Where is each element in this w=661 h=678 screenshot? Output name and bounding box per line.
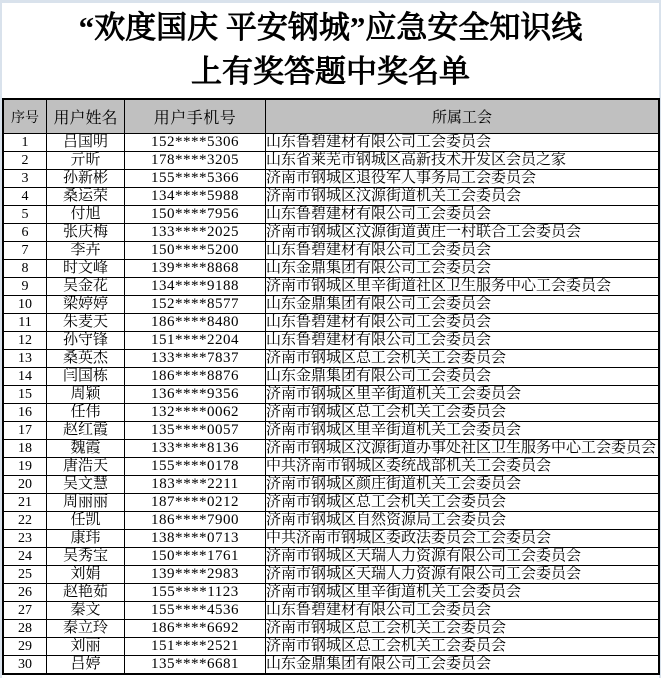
union-cell: 山东鲁碧建材有限公司工会委员会 <box>266 332 660 350</box>
phone-cell: 186****6692 <box>125 620 266 638</box>
union-cell: 济南市钢城区里辛街道社区卫生服务中心工会委员会 <box>266 278 660 296</box>
index-cell: 14 <box>3 368 47 386</box>
table-row <box>3 368 659 386</box>
phone-cell: 155****4536 <box>125 602 266 620</box>
table-row <box>3 530 659 548</box>
table-row <box>3 656 659 675</box>
union-cell: 济南市钢城区汶源街道机关工会委员会 <box>266 188 660 206</box>
name-cell: 刘娟 <box>47 566 125 584</box>
table-row <box>3 404 659 422</box>
name-cell: 张庆梅 <box>47 224 125 242</box>
index-cell: 7 <box>3 242 47 260</box>
union-cell: 中共济南市钢城区委统战部机关工会委员会 <box>266 458 660 476</box>
name-cell: 孙新彬 <box>47 170 125 188</box>
table-row <box>3 350 659 368</box>
table-row <box>3 440 659 458</box>
phone-cell: 186****7900 <box>125 512 266 530</box>
name-cell: 孙守锋 <box>47 332 125 350</box>
phone-cell: 186****8876 <box>125 368 266 386</box>
table-row <box>3 278 659 296</box>
phone-cell: 151****2204 <box>125 332 266 350</box>
index-cell: 23 <box>3 530 47 548</box>
union-cell: 中共济南市钢城区委政法委员会工会委员会 <box>266 530 660 548</box>
index-cell: 13 <box>3 350 47 368</box>
index-cell: 3 <box>3 170 47 188</box>
index-cell: 12 <box>3 332 47 350</box>
phone-cell: 134****5988 <box>125 188 266 206</box>
index-cell: 26 <box>3 584 47 602</box>
name-cell: 吕国明 <box>47 134 125 152</box>
union-cell: 山东鲁碧建材有限公司工会委员会 <box>266 602 660 620</box>
union-cell: 山东鲁碧建材有限公司工会委员会 <box>266 314 660 332</box>
table-row <box>3 260 659 278</box>
page-title-line1: “欢度国庆 平安钢城”应急安全知识线 <box>78 10 583 45</box>
col-header-phone: 用户手机号 <box>125 99 266 134</box>
union-cell: 济南市钢城区里辛街道机关工会委员会 <box>266 422 660 440</box>
union-cell: 山东金鼎集团有限公司工会委员会 <box>266 368 660 386</box>
phone-cell: 150****1761 <box>125 548 266 566</box>
index-cell: 20 <box>3 476 47 494</box>
table-row <box>3 152 659 170</box>
table-row <box>3 476 659 494</box>
index-cell: 6 <box>3 224 47 242</box>
phone-cell: 132****0062 <box>125 404 266 422</box>
phone-cell: 155****0178 <box>125 458 266 476</box>
union-cell: 山东金鼎集团有限公司工会委员会 <box>266 260 660 278</box>
title-block <box>2 3 659 98</box>
table-row <box>3 188 659 206</box>
union-cell: 山东金鼎集团有限公司工会委员会 <box>266 656 660 675</box>
name-cell: 亓昕 <box>47 152 125 170</box>
index-cell: 28 <box>3 620 47 638</box>
index-cell: 4 <box>3 188 47 206</box>
index-cell: 18 <box>3 440 47 458</box>
name-cell: 周颖 <box>47 386 125 404</box>
phone-cell: 139****2983 <box>125 566 266 584</box>
table-row <box>3 206 659 224</box>
phone-cell: 152****8577 <box>125 296 266 314</box>
name-cell: 赵艳茹 <box>47 584 125 602</box>
name-cell: 任伟 <box>47 404 125 422</box>
table-row <box>3 638 659 656</box>
union-cell: 济南市钢城区里辛街道机关工会委员会 <box>266 584 660 602</box>
union-cell: 山东鲁碧建材有限公司工会委员会 <box>266 242 660 260</box>
table-row <box>3 512 659 530</box>
table-row <box>3 548 659 566</box>
phone-cell: 155****5366 <box>125 170 266 188</box>
union-cell: 济南市钢城区总工会机关工会委员会 <box>266 494 660 512</box>
index-cell: 2 <box>3 152 47 170</box>
phone-cell: 150****5200 <box>125 242 266 260</box>
index-cell: 8 <box>3 260 47 278</box>
index-cell: 1 <box>3 134 47 152</box>
name-cell: 闫国栋 <box>47 368 125 386</box>
union-cell: 济南市钢城区总工会机关工会委员会 <box>266 350 660 368</box>
phone-cell: 183****2211 <box>125 476 266 494</box>
union-cell: 山东鲁碧建材有限公司工会委员会 <box>266 134 660 152</box>
index-cell: 16 <box>3 404 47 422</box>
document-content <box>2 3 659 678</box>
table-row <box>3 584 659 602</box>
col-header-name: 用户姓名 <box>47 99 125 134</box>
union-cell: 济南市钢城区退役军人事务局工会委员会 <box>266 170 660 188</box>
phone-cell: 135****0057 <box>125 422 266 440</box>
table-row <box>3 314 659 332</box>
union-cell: 济南市钢城区自然资源局工会委员会 <box>266 512 660 530</box>
table-body <box>3 134 659 675</box>
index-cell: 9 <box>3 278 47 296</box>
phone-cell: 178****3205 <box>125 152 266 170</box>
name-cell: 桑英杰 <box>47 350 125 368</box>
col-header-union: 所属工会 <box>266 99 660 134</box>
phone-cell: 135****6681 <box>125 656 266 675</box>
name-cell: 时文峰 <box>47 260 125 278</box>
table-row <box>3 170 659 188</box>
name-cell: 任凯 <box>47 512 125 530</box>
name-cell: 秦文 <box>47 602 125 620</box>
name-cell: 秦立玲 <box>47 620 125 638</box>
union-cell: 济南市钢城区总工会机关工会委员会 <box>266 404 660 422</box>
index-cell: 5 <box>3 206 47 224</box>
table-row <box>3 134 659 152</box>
index-cell: 27 <box>3 602 47 620</box>
phone-cell: 133****8136 <box>125 440 266 458</box>
union-cell: 济南市钢城区天瑞人力资源有限公司工会委员会 <box>266 566 660 584</box>
phone-cell: 150****7956 <box>125 206 266 224</box>
index-cell: 19 <box>3 458 47 476</box>
union-cell: 济南市钢城区汶源街道黄庄一村联合工会委员会 <box>266 224 660 242</box>
index-cell: 25 <box>3 566 47 584</box>
union-cell: 山东鲁碧建材有限公司工会委员会 <box>266 206 660 224</box>
name-cell: 李卉 <box>47 242 125 260</box>
name-cell: 唐浩天 <box>47 458 125 476</box>
union-cell: 山东金鼎集团有限公司工会委员会 <box>266 296 660 314</box>
phone-cell: 138****0713 <box>125 530 266 548</box>
phone-cell: 139****8868 <box>125 260 266 278</box>
name-cell: 吴文慧 <box>47 476 125 494</box>
table-row <box>3 620 659 638</box>
table-row <box>3 332 659 350</box>
table-row <box>3 458 659 476</box>
table-header <box>3 99 659 134</box>
table-row <box>3 494 659 512</box>
phone-cell: 187****0212 <box>125 494 266 512</box>
union-cell: 济南市钢城区汶源街道办事处社区卫生服务中心工会委员会 <box>266 440 660 458</box>
table-row <box>3 224 659 242</box>
index-cell: 24 <box>3 548 47 566</box>
phone-cell: 133****2025 <box>125 224 266 242</box>
name-cell: 刘丽 <box>47 638 125 656</box>
page-title-line2: 上有奖答题中奖名单 <box>191 54 470 89</box>
union-cell: 济南市钢城区颜庄街道机关工会委员会 <box>266 476 660 494</box>
table-row <box>3 386 659 404</box>
table-row <box>3 296 659 314</box>
union-cell: 济南市钢城区总工会机关工会委员会 <box>266 638 660 656</box>
phone-cell: 155****1123 <box>125 584 266 602</box>
winners-table <box>2 98 660 675</box>
col-header-index: 序号 <box>3 99 47 134</box>
phone-cell: 186****8480 <box>125 314 266 332</box>
table-row <box>3 566 659 584</box>
name-cell: 赵红霞 <box>47 422 125 440</box>
union-cell: 济南市钢城区总工会机关工会委员会 <box>266 620 660 638</box>
name-cell: 梁婷婷 <box>47 296 125 314</box>
name-cell: 付旭 <box>47 206 125 224</box>
name-cell: 吴秀宝 <box>47 548 125 566</box>
name-cell: 康玮 <box>47 530 125 548</box>
index-cell: 15 <box>3 386 47 404</box>
phone-cell: 133****7837 <box>125 350 266 368</box>
name-cell: 桑运荣 <box>47 188 125 206</box>
header-row <box>3 99 659 134</box>
index-cell: 11 <box>3 314 47 332</box>
index-cell: 22 <box>3 512 47 530</box>
name-cell: 吴金花 <box>47 278 125 296</box>
name-cell: 魏霞 <box>47 440 125 458</box>
union-cell: 济南市钢城区里辛街道机关工会委员会 <box>266 386 660 404</box>
phone-cell: 151****2521 <box>125 638 266 656</box>
phone-cell: 136****9356 <box>125 386 266 404</box>
index-cell: 10 <box>3 296 47 314</box>
name-cell: 吕婷 <box>47 656 125 675</box>
table-row <box>3 242 659 260</box>
phone-cell: 152****5306 <box>125 134 266 152</box>
index-cell: 29 <box>3 638 47 656</box>
phone-cell: 134****9188 <box>125 278 266 296</box>
index-cell: 21 <box>3 494 47 512</box>
table-row <box>3 422 659 440</box>
table-row <box>3 602 659 620</box>
index-cell: 30 <box>3 656 47 675</box>
index-cell: 17 <box>3 422 47 440</box>
union-cell: 山东省莱芜市钢城区高新技术开发区会员之家 <box>266 152 660 170</box>
name-cell: 朱麦天 <box>47 314 125 332</box>
union-cell: 济南市钢城区天瑞人力资源有限公司工会委员会 <box>266 548 660 566</box>
name-cell: 周丽丽 <box>47 494 125 512</box>
